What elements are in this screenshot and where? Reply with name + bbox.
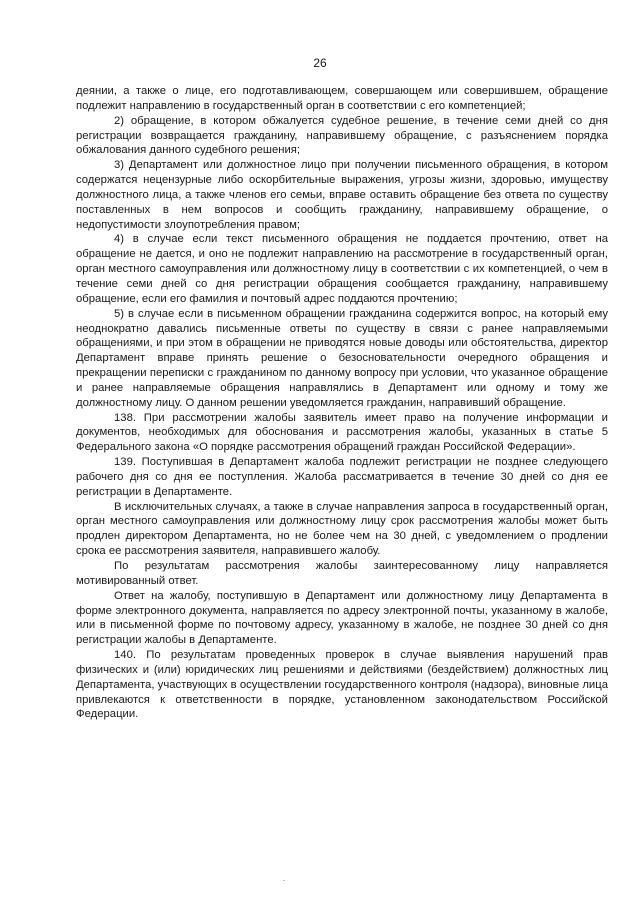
paragraph-continuation: деянии, а также о лице, его подготавливающем, совершающем или совершившем, обращение подлежит направлению в государственный орган в соответствии с его компетенцией; <box>76 85 608 112</box>
paragraph-item-5: 5) в случае если в письменном обращении гражданина содержится вопрос, на который ему неоднократно давались письменные ответы по существу в связи с ранее направляемыми обращениями, и при этом в обращении не приводятся новые доводы или обстоятельства, директор Департамент вправе принять решение о безосновательности очередного обращения и прекращении переписки с гражданином по данному вопросу при условии, что указанное обращение и ранее направляемые обращения направлялись в Департамент или одному и тому же должностному лицу. О данном решении уведомляется гражданин, направивший обращение. <box>76 307 608 409</box>
paragraph-item-4: 4) в случае если текст письменного обращения не поддается прочтению, ответ на обращение не дается, и оно не подлежит направлению на рассмотрение в государственный орган, орган местного самоуправления или должностному лицу в соответствии с их компетенцией, о чем в течение семи дней со дня регистрации обращения сообщается гражданину, направившему обращение, если его фамилия и почтовый адрес поддаются прочтению; <box>76 233 608 305</box>
paragraph-exceptional-cases: В исключительных случаях, а также в случае направления запроса в государственный орган, орган местного самоуправления или должностному лицу срок рассмотрения жалобы может быть продлен директором Департамента, но не более чем на 30 дней, с уведомлением о продлении срока ее рассмотрения заявителя, направившего жалобу. <box>76 500 608 558</box>
paragraph-138: 138. При рассмотрении жалобы заявитель имеет право на получение информации и документов, необходимых для обоснования и рассмотрения жалобы, указанных в статье 5 Федерального закона «О порядке рассмотрения обращений граждан Российской Федерации». <box>76 411 608 454</box>
paragraph-electronic-answer: Ответ на жалобу, поступившую в Департамент или должностному лицу Департамента в форме электронного документа, направляется по адресу электронной почты, указанному в жалобе, или в письменной форме по почтовому адресу, указанному в жалобе, не позднее 30 дней со дня регистрации жалобы в Департаменте. <box>76 589 608 647</box>
page-number: 26 <box>313 56 327 70</box>
paragraph-item-2: 2) обращение, в котором обжалуется судебное решение, в течение семи дней со дня регистрации возвращается гражданину, направившему обращение, с разъяснением порядка обжалования данного судебного решения; <box>76 114 608 157</box>
paragraph-motivated-answer: По результатам рассмотрения жалобы заинтересованному лицу направляется мотивированный ответ. <box>76 560 608 587</box>
scan-speck <box>283 880 285 881</box>
paragraph-140: 140. По результатам проведенных проверок в случае выявления нарушений прав физических и (или) юридических лиц решениями и действиями (бездействием) должностных лиц Департамента, участвующих в осуществлении государственного контроля (надзора), виновные лица привлекаются к ответственности в порядке, установленном законодательством Российской Федерации. <box>76 649 608 721</box>
paragraph-item-3: 3) Департамент или должностное лицо при получении письменного обращения, в котором содержатся нецензурные либо оскорбительные выражения, угрозы жизни, здоровью, имуществу должностного лица, а также членов его семьи, вправе оставить обращение без ответа по существу поставленных в нем вопросов и сообщить гражданину, направившему обращение, о недопустимости злоупотребления правом; <box>76 159 608 231</box>
document-body <box>76 84 608 722</box>
paragraph-139: 139. Поступившая в Департамент жалоба подлежит регистрации не позднее следующего рабочего дня со дня ее поступления. Жалоба рассматривается в течение 30 дней со дня ее регистрации в Департаменте. <box>76 456 608 498</box>
